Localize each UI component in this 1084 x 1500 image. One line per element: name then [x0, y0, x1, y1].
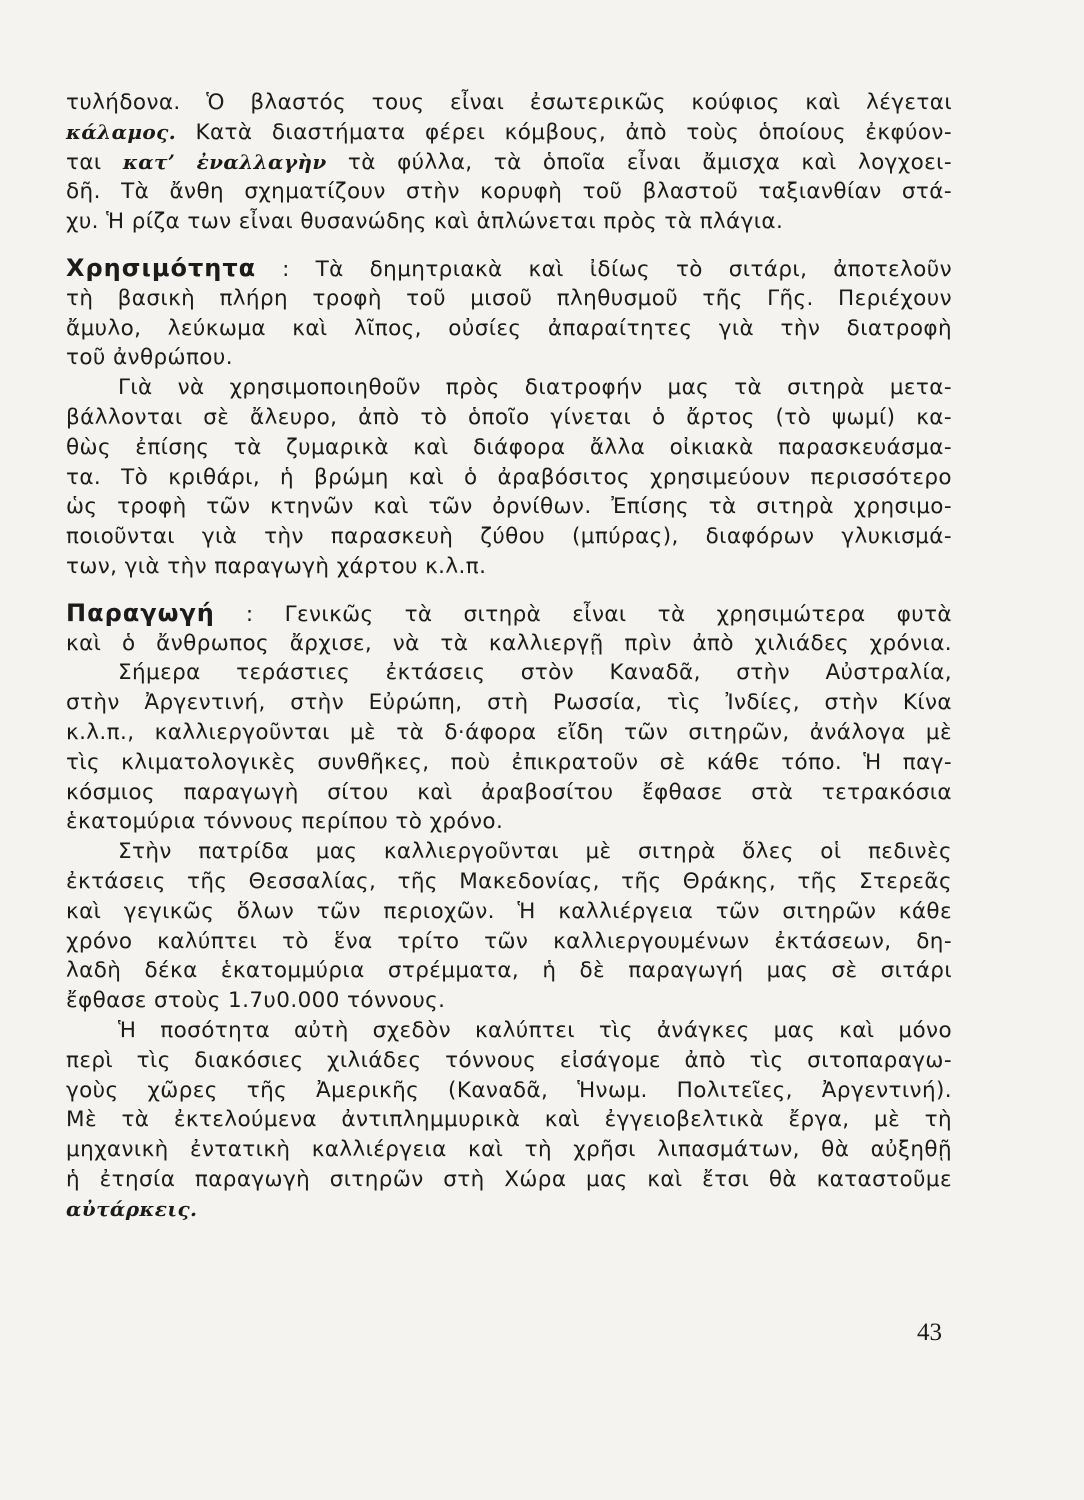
text-line: [66, 118, 952, 148]
body-text: [66, 88, 952, 1224]
text-line: περὶ τὶς διακόσιες χιλιάδες τόννους εἰσάγομε ἀπὸ τὶς σιτοπαραγω-: [66, 1047, 952, 1073]
text-line: Γιὰ νὰ χρησιμοποιηθοῦν πρὸς διατροφήν μας τὰ σιτηρὰ μετα-: [118, 375, 952, 401]
text-line: [66, 1195, 952, 1225]
section-heading-production: Παραγωγή: [66, 598, 215, 627]
section-heading-usefulness: Χρησιμότητα: [66, 253, 257, 282]
text-line: [66, 148, 952, 178]
text-line: Ἡ ποσότητα αὐτὴ σχεδὸν καλύπτει τὶς ἀνάγκες μας καὶ μόνο: [118, 1017, 952, 1043]
text-line: ἑκατομύρια τόννους περίπου τὸ χρόνο.: [66, 809, 504, 835]
text-line: Στὴν πατρίδα μας καλλιεργοῦνται μὲ σιτηρὰ ὅλες οἱ πεδινὲς: [118, 839, 952, 865]
text-line: ἡ ἐτησία παραγωγὴ σιτηρῶν στὴ Χώρα μας καὶ ἔτσι θὰ καταστοῦμε: [66, 1166, 952, 1192]
text-line: ἐκτάσεις τῆς Θεσσαλίας, τῆς Μακεδονίας, τῆς Θράκης, τῆς Στερεᾶς: [66, 868, 952, 894]
italic-term: κάλαμος.: [66, 119, 177, 144]
text-line: τα. Τὸ κριθάρι, ἡ βρώμη καὶ ὁ ἀραβόσιτος χρησιμεύουν περισσότερο: [66, 464, 952, 490]
text-line: [66, 254, 952, 284]
text-line: κ.λ.π., καλλιεργοῦνται μὲ τὰ δ·άφορα εἴδη τῶν σιτηρῶν, ἀνάλογα μὲ: [66, 719, 952, 745]
text-line: δῆ. Τὰ ἄνθη σχηματίζουν στὴν κορυφὴ τοῦ βλαστοῦ ταξιανθίαν στά-: [66, 179, 952, 205]
text-line: τοῦ ἀνθρώπου.: [66, 345, 233, 371]
text-line: ἄμυλο, λεύκωμα καὶ λῖπος, οὐσίες ἀπαραίτητες γιὰ τὴν διατροφὴ: [66, 315, 952, 341]
text-line: βάλλονται σὲ ἄλευρο, ἀπὸ τὸ ὁποῖο γίνεται ὁ ἄρτος (τὸ ψωμί) κα-: [66, 404, 952, 430]
line-text: : Τὰ δημητριακὰ καὶ ἰδίως τὸ σιτάρι, ἀποτελοῦν: [256, 256, 952, 282]
text-line: Μὲ τὰ ἐκτελούμενα ἀντιπλημμυρικὰ καὶ ἐγγειοβελτικὰ ἔργα, μὲ τὴ: [66, 1107, 952, 1133]
page-number: 43: [917, 1319, 942, 1346]
text-line: τὴ βασικὴ πλήρη τροφὴ τοῦ μισοῦ πληθυσμοῦ τῆς Γῆς. Περιέχουν: [66, 285, 952, 311]
line-text: : Γενικῶς τὰ σιτηρὰ εἶναι τὰ χρησιμώτερα φυτὰ: [214, 601, 952, 627]
text-line: Σήμερα τεράστιες ἐκτάσεις στὸν Καναδᾶ, στὴν Αὐστραλία,: [118, 660, 952, 686]
line-text: ται: [66, 149, 123, 175]
line-text: τὰ φύλλα, τὰ ὁποῖα εἶναι ἄμισχα καὶ λογχοει-: [326, 149, 952, 175]
text-line: τὶς κλιματολογικὲς συνθῆκες, ποὺ ἐπικρατοῦν σὲ κάθε τόπο. Ἡ παγ-: [66, 749, 952, 775]
text-line: θὼς ἐπίσης τὰ ζυμαρικὰ καὶ διάφορα ἄλλα οἰκιακὰ παρασκευάσμα-: [66, 434, 952, 460]
text-line: ὡς τροφὴ τῶν κτηνῶν καὶ τῶν ὀρνίθων. Ἐπίσης τὰ σιτηρὰ χρησιμο-: [66, 494, 952, 520]
italic-term: αὐτάρκεις.: [66, 1196, 198, 1221]
text-line: ποιοῦνται γιὰ τὴν παρασκευὴ ζύθου (μπύρας), διαφόρων γλυκισμά-: [66, 524, 952, 550]
text-line: γοὺς χῶρες τῆς Ἀμερικῆς (Καναδᾶ, Ἡνωμ. Πολιτεῖες, Ἀργεντινή).: [66, 1077, 952, 1103]
text-line: τυλήδονα. Ὁ βλαστός τους εἶναι ἐσωτερικῶς κούφιος καὶ λέγεται: [66, 90, 952, 115]
text-line: χρόνο καλύπτει τὸ ἕνα τρίτο τῶν καλλιεργουμένων ἐκτάσεων, δη-: [66, 928, 952, 954]
text-line: καὶ ὁ ἄνθρωπος ἄρχισε, νὰ τὰ καλλιεργῇ πρὶν ἀπὸ χιλιάδες χρόνια.: [66, 630, 952, 656]
italic-term: κατ’ ἐναλλαγὴν: [122, 149, 327, 174]
line-text: Κατὰ διαστήματα φέρει κόμβους, ἀπὸ τοὺς ὁποίους ἐκφύον-: [176, 119, 952, 145]
text-line: λαδὴ δέκα ἑκατομμύρια στρέμματα, ἡ δὲ παραγωγή μας σὲ σιτάρι: [66, 958, 952, 984]
text-line: [66, 599, 952, 629]
text-line: χυ. Ἡ ρίζα των εἶναι θυσανώδης καὶ ἁπλώνεται πρὸς τὰ πλάγια.: [66, 209, 784, 235]
text-line: ἔφθασε στοὺς 1.7υ0.000 τόννους.: [66, 988, 446, 1014]
text-line: κόσμιος παραγωγὴ σίτου καὶ ἀραβοσίτου ἔφθασε στὰ τετρακόσια: [66, 779, 952, 805]
text-line: καὶ γεγικῶς ὅλων τῶν περιοχῶν. Ἡ καλλιέργεια τῶν σιτηρῶν κάθε: [66, 898, 952, 924]
text-line: στὴν Ἀργεντινή, στὴν Εὐρώπη, στὴ Ρωσσία, τὶς Ἰνδίες, στὴν Κίνα: [66, 690, 952, 716]
text-line: μηχανικὴ ἐντατικὴ καλλιέργεια καὶ τὴ χρῆσι λιπασμάτων, θὰ αὐξηθῇ: [66, 1137, 952, 1163]
text-line: των, γιὰ τὴν παραγωγὴ χάρτου κ.λ.π.: [66, 553, 487, 579]
